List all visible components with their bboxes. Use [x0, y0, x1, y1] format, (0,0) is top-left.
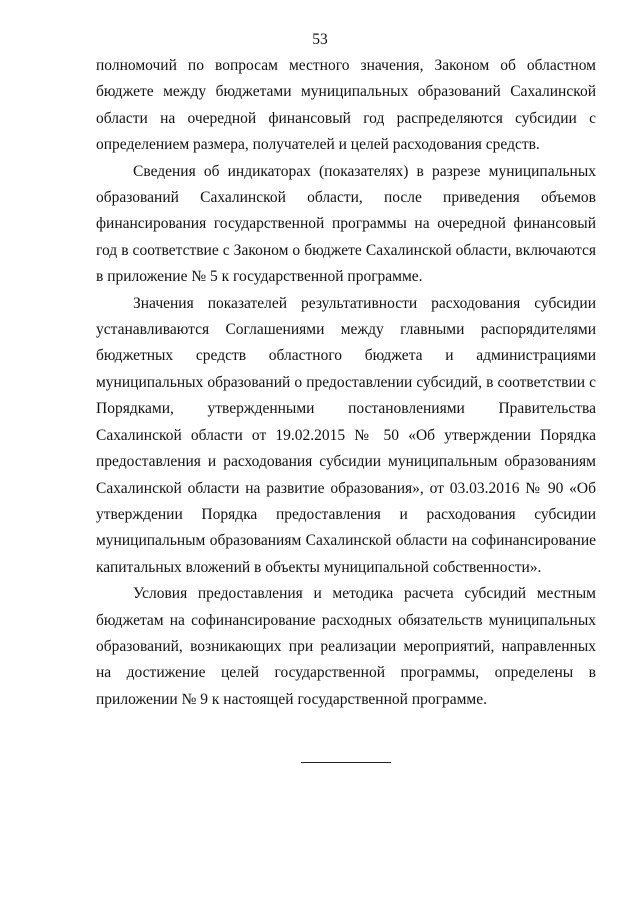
paragraph-subsidy-conditions: Условия предоставления и методика расчета субсидий местным бюджетам на софинансирование расходных обязательств муниципальных образований, возникающих при реализации мероприятий, направленных на достижение целей государственной программы, определены в приложении № 9 к настоящей государственной программе.: [96, 585, 596, 708]
paragraph-performance-values: Значения показателей результативности расходования субсидии устанавливаются Соглашениями между главными распорядителями бюджетных средств областного бюджета и администрациями муниципальных образований о предоставлении субсидий, в соответствии с Порядками, утвержденными постановлениями Правительства Сахалинской области от 19.02.2015 № 50 «Об утверждении Порядка предоставления и расходования субсидии муниципальным образованиям Сахалинской области на развитие образования», от 03.03.2016 № 90 «Об утверждении Порядка предоставления и расходования субсидии муниципальным образованиям Сахалинской области на софинансирование капитальных вложений в объекты муниципальной собственности».: [96, 294, 596, 576]
page-number: 53: [312, 31, 328, 48]
document-body: [96, 53, 596, 713]
paragraph-indicators: Сведения об индикаторах (показателях) в разрезе муниципальных образований Сахалинской области, после приведения объемов финансирования государственной программы на очередной финансовый год в соответствие с Законом о бюджете Сахалинской области, включаются в приложение № 5 к государственной программе.: [96, 162, 596, 286]
paragraph-continuation: полномочий по вопросам местного значения, Законом об областном бюджете между бюджетами муниципальных образований Сахалинской области на очередной финансовый год распределяются субсидии с определением размера, получателей и целей расходования средств.: [96, 57, 596, 154]
end-of-section-rule: [301, 762, 391, 763]
